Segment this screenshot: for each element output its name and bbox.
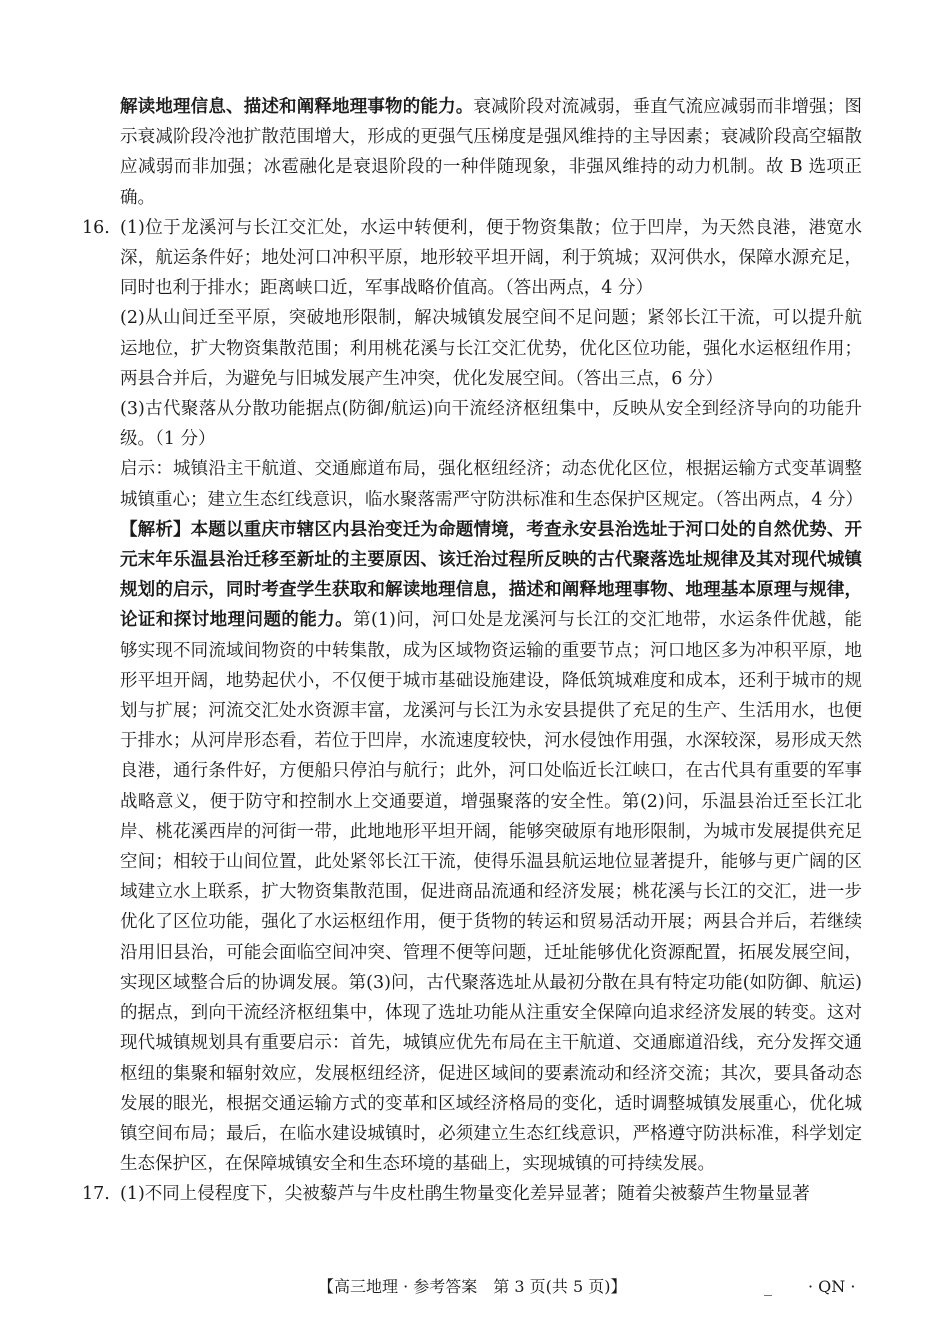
footer-code: · QN · — [808, 1277, 856, 1296]
question-number: 16. — [82, 217, 110, 238]
answer-content — [82, 92, 863, 1210]
q16-qishi: 启示：城镇沿主干航道、交通廊道布局，强化枢纽经济；动态优化区位，根据运输方式变革调整城镇重心；建立生态红线意识，临水聚落需严守防洪标准和生态保护区规定。（答出两点，4 分） — [120, 459, 863, 510]
q15-analysis-tail — [120, 92, 862, 213]
analysis-bold-lead: 解读地理信息、描述和阐释地理事物的能力。 — [120, 97, 474, 117]
question-17 — [82, 1179, 862, 1209]
q16-analysis — [120, 515, 862, 1179]
q16-analysis-bold: 【解析】本题以重庆市辖区内县治变迁为命题情境，考查永安县治选址于河口处的自然优势、开元末年乐温县治迁移至新址的主要原因、该迁治过程所反映的古代聚落选址规律及其对现代城镇规划的启示，同时考查学生获取和解读地理信息，描述和阐释地理事物、地理基本原理与规律，论证和探讨地理问题的能力。 — [120, 519, 862, 631]
footer-page-info: 【高三地理 · 参考答案 第 3 页(共 5 页)】 — [318, 1277, 627, 1296]
q16-part-3: (3)古代聚落从分散功能据点(防御/航运)向干流经济枢纽集中，反映从安全到经济导向的功能升级。（1 分） — [120, 399, 862, 450]
question-number: 17. — [82, 1184, 110, 1205]
footer-mark: _ — [764, 1277, 772, 1296]
analysis-text: 衰减阶段对流减弱，垂直气流应减弱而非增强；图示衰减阶段冷池扩散范围增大，形成的更强气压梯度是强风维持的主导因素；衰减阶段高空辐散应减弱而非加强；冰雹融化是衰退阶段的一种伴随现象，非强风维持的动力机制。故 B 选项正确。 — [120, 97, 863, 208]
question-16 — [82, 213, 863, 1180]
q16-part-2: (2)从山间迁至平原，突破地形限制，解决城镇发展空间不足问题；紧邻长江干流，可以提升航运地位，扩大物资集散范围；利用桃花溪与长江交汇优势，优化区位功能，强化水运枢纽作用；两县合并后，为避免与旧城发展产生冲突，优化发展空间。（答出三点，6 分） — [120, 308, 862, 389]
q16-part-1: (1)位于龙溪河与长江交汇处，水运中转便利，便于物资集散；位于凹岸，为天然良港，港宽水深，航运条件好；地处河口冲积平原，地形较平坦开阔，利于筑城；双河供水，保障水源充足，同时也利于排水；距离峡口近，军事战略价值高。（答出两点，4 分） — [120, 217, 862, 299]
q17-part-1: (1)不同上侵程度下，尖被藜芦与牛皮杜鹃生物量变化差异显著；随着尖被藜芦生物量显著 — [120, 1184, 810, 1205]
q16-analysis-text: 第(1)问，河口处是龙溪河与长江的交汇地带，水运条件优越，能够实现不同流域间物资的中转集散，成为区域物资运输的重要节点；河口地区多为冲积平原，地形平坦开阔，地势起伏小，不仅便于城市基础设施建设，降低筑城难度和成本，还利于城市的规划与扩展；河流交汇处水资源丰富，龙溪河与长江为永安县提供了充足的生产、生活用水，也便于排水；从河岸形态看，若位于凹岸，水流速度较快，河水侵蚀作用强，水深较深，易形成天然良港，通行条件好，方便船只停泊与航行；此外，河口处临近长江峡口，在古代具有重要的军事战略意义，便于防守和控制水上交通要道，增强聚落的安全性。第(2)问，乐温县治迁至长江北岸、桃花溪西岸的河街一带，此地地形平坦开阔，能够突破原有地形限制，为城市发展提供充足空间；相较于山间位置，此处紧邻长江干流，使得乐温县航运地位显著提升，能够与更广阔的区域建立水上联系，扩大物资集散范围，促进商品流通和经济发展；桃花溪与长江的交汇，进一步优化了区位功能，强化了水运枢纽作用，便于货物的转运和贸易活动开展；两县合并后，若继续沿用旧县治，可能会面临空间冲突、管理不便等问题，迁址能够优化资源配置，拓展发展空间，实现区域整合后的协调发展。第(3)问，古代聚落选址从最初分散在具有特定功能(如防御、航运)的据点，到向干流经济枢纽集中，体现了选址功能从注重安全保障向追求经济发展的转变。这对现代城镇规划具有重要启示：首先，城镇应优先布局在主干航道、交通廊道沿线，充分发挥交通枢纽的集聚和辐射效应，发展枢纽经济，促进区域间的要素流动和经济交流；其次，要具备动态发展的眼光，根据交通运输方式的变革和区域经济格局的变化，适时调整城镇发展重心，优化城镇空间布局；最后，在临水建设城镇时，必须建立生态红线意识，严格遵守防洪标准，科学划定生态保护区，在保障城镇安全和生态环境的基础上，实现城镇的可持续发展。 — [120, 610, 862, 1175]
